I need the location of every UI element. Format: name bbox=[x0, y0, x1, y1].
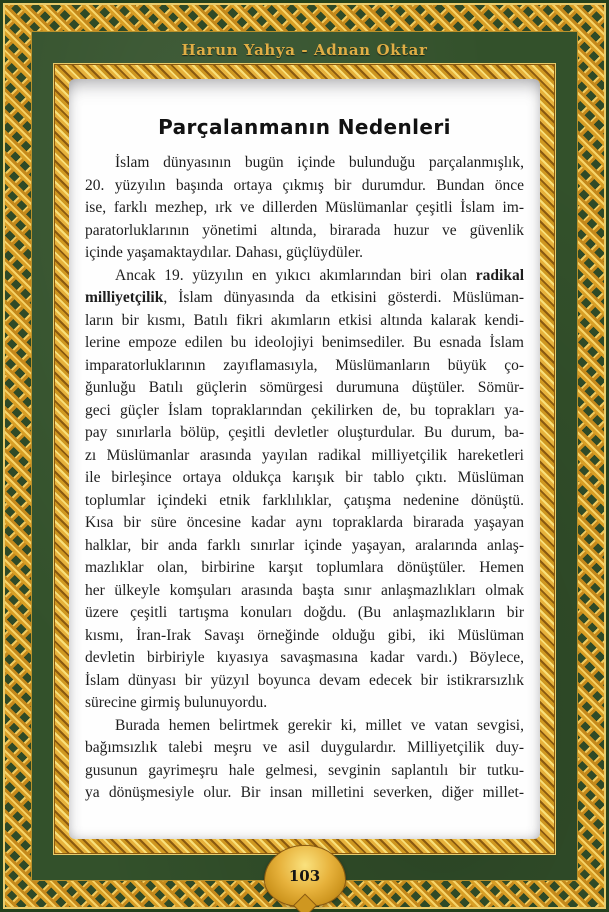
body-text bbox=[85, 152, 524, 805]
paragraph bbox=[85, 152, 524, 265]
text-line bbox=[85, 197, 524, 220]
text-segment: paratorluklarının yönetimi altında, birarada huzur ve güvenlik bbox=[85, 221, 524, 239]
text-line bbox=[85, 512, 524, 535]
text-segment: Ancak 19. yüzyılın en yıkıcı akımlarından biri olan bbox=[115, 266, 476, 284]
text-segment: imparatorluklarının zayıflamasıyla, Müslümanların büyük ço- bbox=[85, 356, 524, 374]
text-segment: İslam dünyasının bugün içinde bulunduğu parçalanmışlık, bbox=[115, 154, 524, 171]
page-body bbox=[69, 79, 540, 839]
text-line bbox=[85, 467, 524, 490]
text-segment: içinde yaşamaktaydılar. Dahası, güçlüydüler. bbox=[85, 244, 364, 261]
text-segment: sürecine girmiş bulunuyordu. bbox=[85, 694, 268, 711]
text-line bbox=[85, 715, 524, 738]
text-line bbox=[85, 310, 524, 333]
paragraph bbox=[85, 715, 524, 805]
page-number-medallion bbox=[265, 846, 345, 906]
text-line bbox=[85, 692, 524, 715]
text-line bbox=[85, 782, 524, 805]
running-header: Harun Yahya - Adnan Oktar bbox=[181, 41, 428, 59]
text-segment: ise, farklı mezhep, ırk ve dillerden Müslümanlar çeşitli İslam im- bbox=[85, 199, 524, 216]
text-line bbox=[85, 490, 524, 513]
text-segment: İslam dünyası bir yüzyıl boyunca devam edecek bir istikrarsızlık bbox=[85, 671, 524, 689]
text-segment: bağımsızlık talebi meşru ve asil duygulardır. Milliyetçilik duy- bbox=[85, 739, 524, 756]
text-line bbox=[85, 265, 524, 288]
text-line bbox=[85, 152, 524, 175]
text-line bbox=[85, 175, 524, 198]
text-segment: pay sınırlarla bölüp, çeşitli devletler oluşturdular. Bu durum, ba- bbox=[85, 424, 524, 441]
paragraph bbox=[85, 265, 524, 715]
text-line bbox=[85, 557, 524, 580]
text-segment: üzere çeşitli tartışma konuları doğdu. (Bu anlaşmazlıkların bir bbox=[85, 604, 524, 621]
text-segment: ya dönüşmesiyle olur. Bir insan milletini severken, diğer millet- bbox=[85, 784, 524, 801]
text-segment: lerine empoze edilen bu ideolojiyi benimsediler. Bu esnada İslam bbox=[85, 334, 524, 351]
text-line bbox=[85, 445, 524, 468]
text-line bbox=[85, 355, 524, 378]
text-segment: toplumlar içindeki etnik farklılıklar, çatışma nedenine dönüştü. bbox=[85, 491, 524, 509]
bold-text-segment: milliyetçilik bbox=[85, 289, 164, 306]
text-line bbox=[85, 242, 524, 265]
text-line bbox=[85, 332, 524, 355]
page-number: 103 bbox=[288, 867, 321, 885]
text-segment: gusunun gayrimeşru hale gelmesi, sevginin saplantılı bir tutku- bbox=[85, 761, 524, 779]
text-line bbox=[85, 535, 524, 558]
text-line bbox=[85, 625, 524, 648]
text-segment: 20. yüzyılın başında ortaya çıkmış bir durumdur. Bundan önce bbox=[85, 176, 524, 194]
text-segment: , İslam dünyasında da etkisini gösterdi. Müslüman- bbox=[163, 289, 524, 306]
text-segment: ile birleşince ortaya oldukça karışık bir tablo çıktı. Müslüman bbox=[85, 469, 524, 486]
text-line bbox=[85, 580, 524, 603]
text-segment: zı Müslümanlar arasında yayılan radikal milliyetçilik hareketleri bbox=[85, 446, 524, 464]
text-segment: ların bir kısmı, Batılı fikri akımların etkisi altında kalarak kendi- bbox=[85, 311, 524, 329]
text-line bbox=[85, 220, 524, 243]
text-segment: halklar, bir anda farklı sınırlar içinde yaşayan, aralarında anlaş- bbox=[85, 536, 524, 554]
text-segment: ğunluğu Batılı güçlerin sömürgesi durumuna düştüler. Sömür- bbox=[85, 379, 524, 396]
text-line bbox=[85, 760, 524, 783]
text-segment: kısmı, İran-Irak Savaşı örneğinde olduğu gibi, iki Müslüman bbox=[85, 626, 524, 644]
text-segment: Burada hemen belirtmek gerekir ki, millet ve vatan sevgisi, bbox=[115, 716, 524, 734]
text-segment: devletin birbiriyle kıyasıya savaşmasına kadar vardı.) Böylece, bbox=[85, 649, 524, 666]
text-line bbox=[85, 422, 524, 445]
text-line bbox=[85, 287, 524, 310]
bold-text-segment: radikal bbox=[475, 266, 524, 284]
text-line bbox=[85, 602, 524, 625]
text-line bbox=[85, 377, 524, 400]
text-segment: Kısa bir süre öncesine kadar aynı topraklarda birarada yaşayan bbox=[85, 514, 524, 531]
text-line bbox=[85, 400, 524, 423]
text-line bbox=[85, 670, 524, 693]
text-line bbox=[85, 737, 524, 760]
page-title: Parçalanmanın Nedenleri bbox=[158, 115, 451, 139]
text-segment: mazlıklar olan, birbirine karşıt toplumlara dönüştüler. Hemen bbox=[85, 559, 524, 576]
text-segment: her ülkeyle komşuları arasında başta sınır anlaşmazlıkları olmak bbox=[85, 581, 524, 599]
text-line bbox=[85, 647, 524, 670]
text-segment: geci güçler İslam topraklarından çekilirken de, bu toprakları ya- bbox=[85, 401, 524, 419]
inner-gold-chain-border bbox=[54, 64, 555, 854]
